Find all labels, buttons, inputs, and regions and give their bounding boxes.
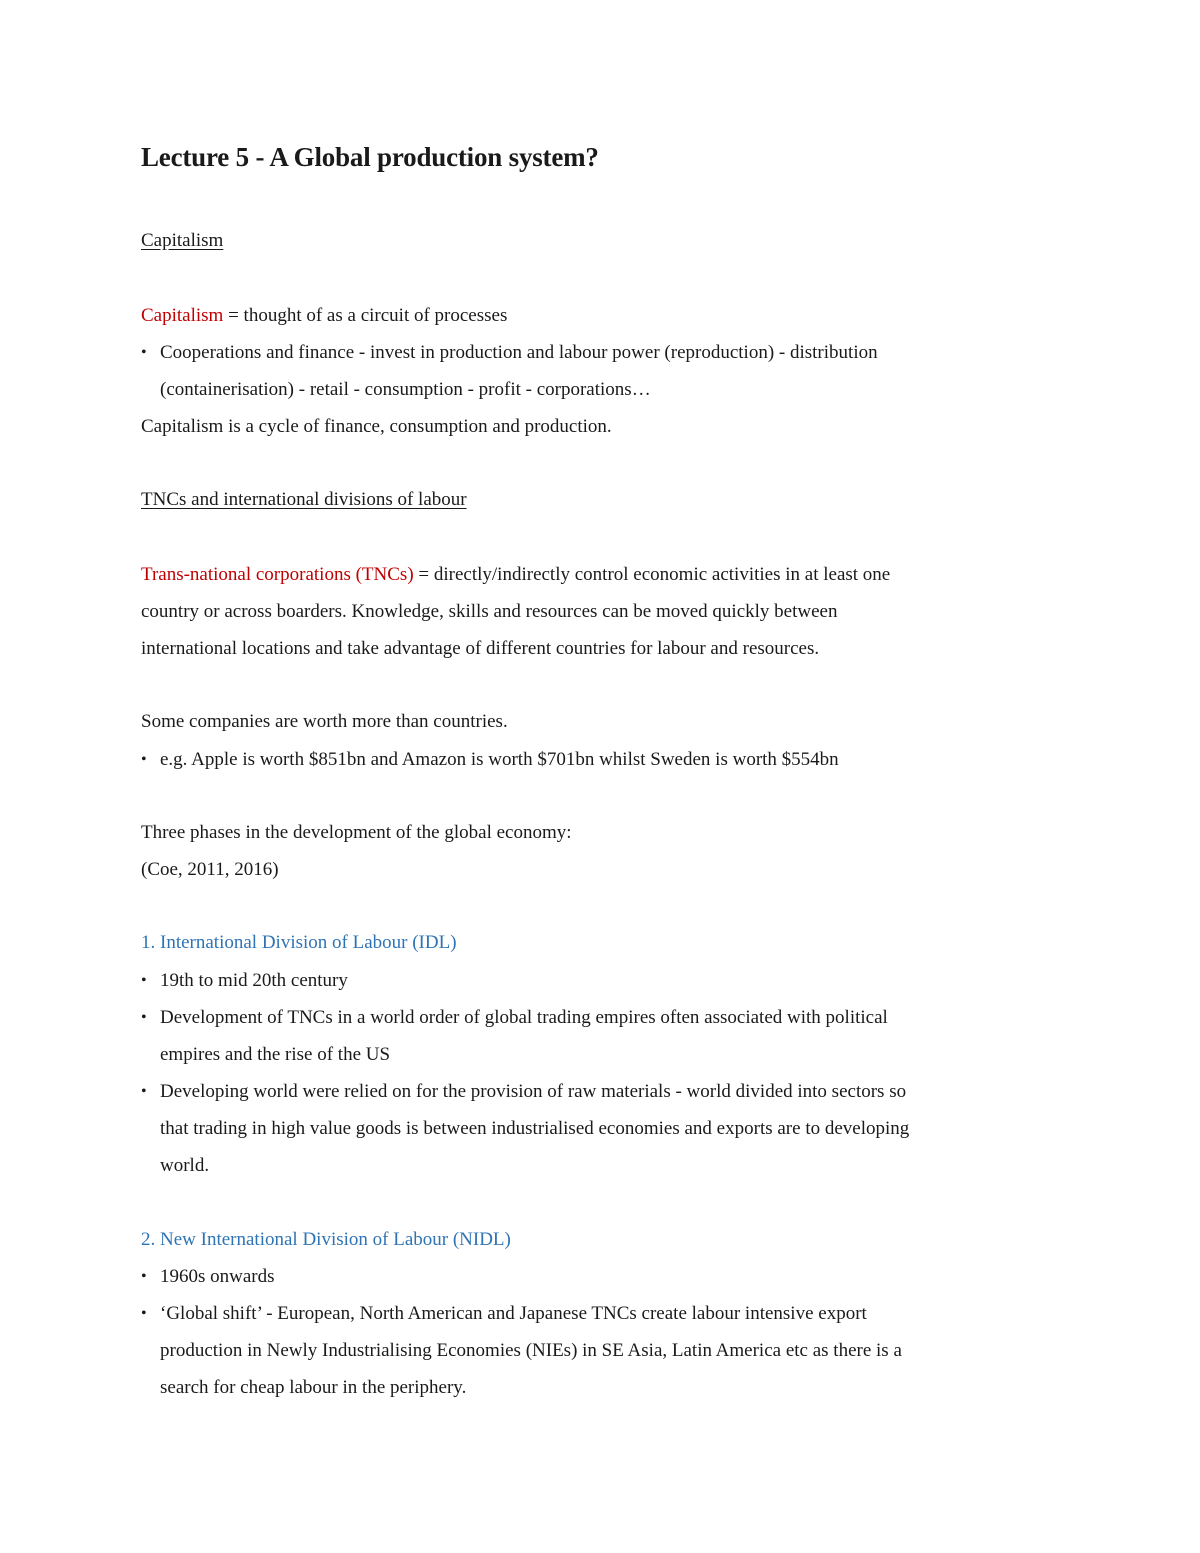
nidl-bullet-line: search for cheap labour in the periphery.: [160, 1377, 467, 1398]
capitalism-bullet-line: (containerisation) - retail - consumption - profit - corporations…: [160, 379, 651, 400]
nidl-bullet: ‘Global shift’ - European, North American and Japanese TNCs create labour intensive export: [160, 1303, 867, 1324]
idl-bullet: Development of TNCs in a world order of global trading empires often associated with political: [160, 1007, 888, 1028]
page-title: Lecture 5 - A Global production system?: [141, 142, 599, 172]
bullet-icon: •: [141, 1009, 147, 1026]
tncs-definition-line: international locations and take advantage of different countries for labour and resources.: [141, 638, 820, 659]
tncs-definition: [141, 563, 890, 587]
capitalism-bullet-line: Cooperations and finance - invest in production and labour power (reproduction) - distribution: [160, 342, 878, 363]
nidl-heading: 2. New International Division of Labour (NIDL): [141, 1229, 511, 1250]
bullet-icon: •: [141, 344, 147, 361]
phases-citation: (Coe, 2011, 2016): [141, 859, 279, 880]
capitalism-definition: [141, 304, 507, 328]
nidl-bullet: 1960s onwards: [160, 1266, 275, 1287]
companies-example: e.g. Apple is worth $851bn and Amazon is worth $701bn whilst Sweden is worth $554bn: [160, 749, 839, 770]
bullet-icon: •: [141, 1083, 147, 1100]
phases-intro: Three phases in the development of the global economy:: [141, 822, 572, 843]
idl-bullet-line: world.: [160, 1155, 210, 1176]
capitalism-term: Capitalism: [141, 305, 224, 326]
nidl-bullet-line: production in Newly Industrialising Economies (NIEs) in SE Asia, Latin America etc as there is a: [160, 1340, 902, 1361]
idl-bullet-line: that trading in high value goods is between industrialised economies and exports are to developing: [160, 1118, 910, 1139]
tncs-term: Trans-national corporations (TNCs): [141, 564, 414, 585]
idl-bullet: Developing world were relied on for the provision of raw materials - world divided into sectors so: [160, 1081, 907, 1102]
idl-bullet-line: empires and the rise of the US: [160, 1044, 391, 1065]
bullet-icon: •: [141, 972, 147, 989]
capitalism-definition-text: = thought of as a circuit of processes: [223, 305, 508, 326]
capitalism-heading: Capitalism: [141, 230, 224, 251]
bullet-icon: •: [141, 1305, 147, 1322]
idl-heading: 1. International Division of Labour (IDL): [141, 932, 457, 953]
capitalism-summary: Capitalism is a cycle of finance, consumption and production.: [141, 416, 612, 437]
bullet-icon: •: [141, 1268, 147, 1285]
companies-statement: Some companies are worth more than countries.: [141, 711, 508, 732]
idl-bullet: 19th to mid 20th century: [160, 970, 348, 991]
tncs-definition-line: country or across boarders. Knowledge, skills and resources can be moved quickly between: [141, 601, 838, 622]
tncs-definition-text: = directly/indirectly control economic activities in at least one: [413, 564, 891, 585]
bullet-icon: •: [141, 751, 147, 768]
tncs-heading: TNCs and international divisions of labour: [141, 489, 467, 510]
